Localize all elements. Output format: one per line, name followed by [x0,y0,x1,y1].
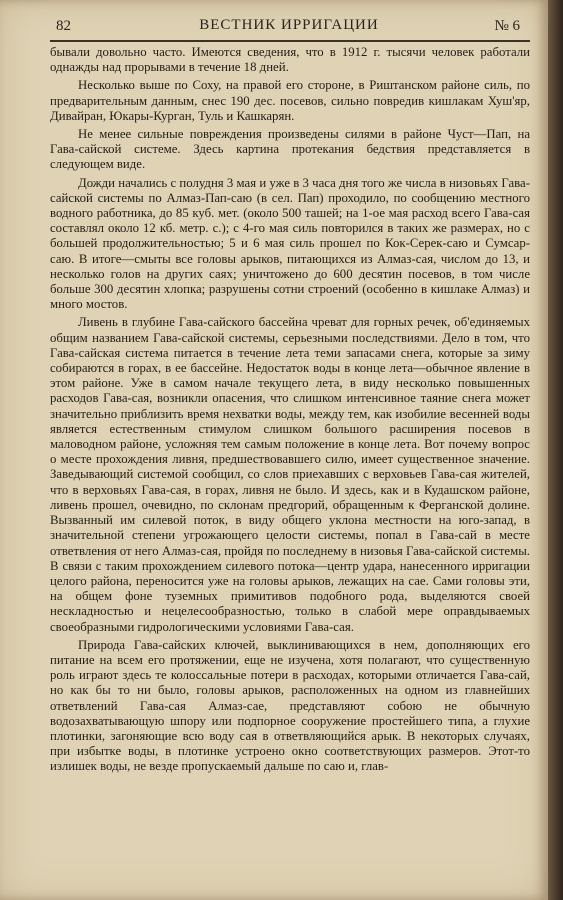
paragraph-6: Природа Гава-сайских ключей, выклинивающихся в нем, дополняющих его питание на всем его протяжении, еще не изучена, хотя полагают, что существенную роль играют здесь те колоссальные потери в расходах, которыми отличается Гава-сай, но как бы то ни было, головы арыков, расположенных на одном из главнейших ответвлений Гава-сая Алмаз-сае, представляют собою не обычную водозахватывающую шпору или подпорное сооружение простейшего типа, а глухие плотинки, загоняющие всю воду сая в ответвляющийся арык. В некоторых случаях, при избытке воды, в плотинке устроено окно соответствующих размеров. Этот-то излишек воды, не везде пропускаемый дальше по саю и, глав- [50,637,530,774]
page-number: 82 [56,18,71,34]
paragraph-4: Дожди начались с полудня 3 мая и уже в 3 часа дня того же числа в низовьях Гава-сайской системы по Алмаз-Пап-саю (в сел. Пап) проходило, по сообщению местного водного работника, до 85 куб. мет. (около 500 ташей; на 1-ое мая расход всего Гава-сая составлял около 12 кб. метр. с.); с 4-го мая силь повторился в таких же размерах, но с большей продолжительностью; 5 и 6 мая силь прошел по Кок-Серек-саю и Сумсар-саю. В итоге—смыты все головы арыков, питающихся из Алмаз-сая, числом до 13, и несколько голов на других саях; уничтожено до 600 десятин посевов, в том числе больше 300 десятин хлопка; разрушены сотни строений (особенно в кишлаке Алмаз) и много мостов. [50,175,530,312]
paragraph-5: Ливень в глубине Гава-сайского бассейна чреват для горных речек, об'единяемых общим названием Гава-сайской системы, серьезными последствиями. Дело в том, что Гава-сайская система питается в течение лета теми запасами снега, которые за зиму собираются в горах, в ее бассейне. Недостаток воды в конце лета—обычное явление в этом районе. Уже в самом начале текущего лета, в виду несколько повышенных расходов Гава-сая, возникли опасения, что слишком интенсивное таяние снега может значительно приблизить время нехватки воды, между тем, как изобилие весенней воды является естественным стимулом слишком большого расширения посевов в маловодном районе, усложняя тем самым положение в конце лета. Вот почему вопрос о месте прохождения ливня, предшествовавшего силю, имеет существенное значение. Заведывающий системой сообщил, со слов приехавших с верховьев Гава-сая жителей, что в верховьях Гава-сая, в горах, ливня не было. И здесь, как и в Кудашском районе, ливень прошел, очевидно, по склонам предгорий, обращенным к Ферганской долине. Вызванный им силевой поток, в виду общего уклона местности на юго-запад, в значительной степени угрожающего целости системы, попал в Гава-сай в месте ответвления от него Алмаз-сая, пройдя по последнему в низовья Гава-сайской системы. В связи с таким прохождением силевого потока—центр удара, нанесенного ирригации целого района, переносится уже на головы арыков, лежащих на сае. Сами головы эти, на общем фоне туземных примитивов подобного рода, выделяются своей нескладностью и нецелесообразностью, только в слабой мере оправдываемых своеобразными гидрологическими условиями Гава-сая. [50,315,530,634]
header-rule [50,40,530,42]
paragraph-1: бывали довольно часто. Имеются сведения, что в 1912 г. тысячи человек работали однажды над прорывами в течение 18 дней. [50,45,530,75]
article-body [50,45,530,778]
page-edge-shadow [548,0,563,900]
running-header [50,16,528,38]
paragraph-2: Несколько выше по Соху, на правой его стороне, в Риштанском районе силь, по предварительным данным, снес 190 дес. посевов, сильно повредив кишлакам Хуш'яр, Дивайран, Юкары-Курган, Туль и Кашкарян. [50,78,530,123]
paragraph-3: Не менее сильные повреждения произведены силями в районе Чуст—Пап, на Гава-сайской системе. Здесь картина протекания бедствия представляется в следующем виде. [50,127,530,172]
issue-number: № 6 [494,18,520,34]
journal-title: ВЕСТНИК ИРРИГАЦИИ [199,17,379,33]
